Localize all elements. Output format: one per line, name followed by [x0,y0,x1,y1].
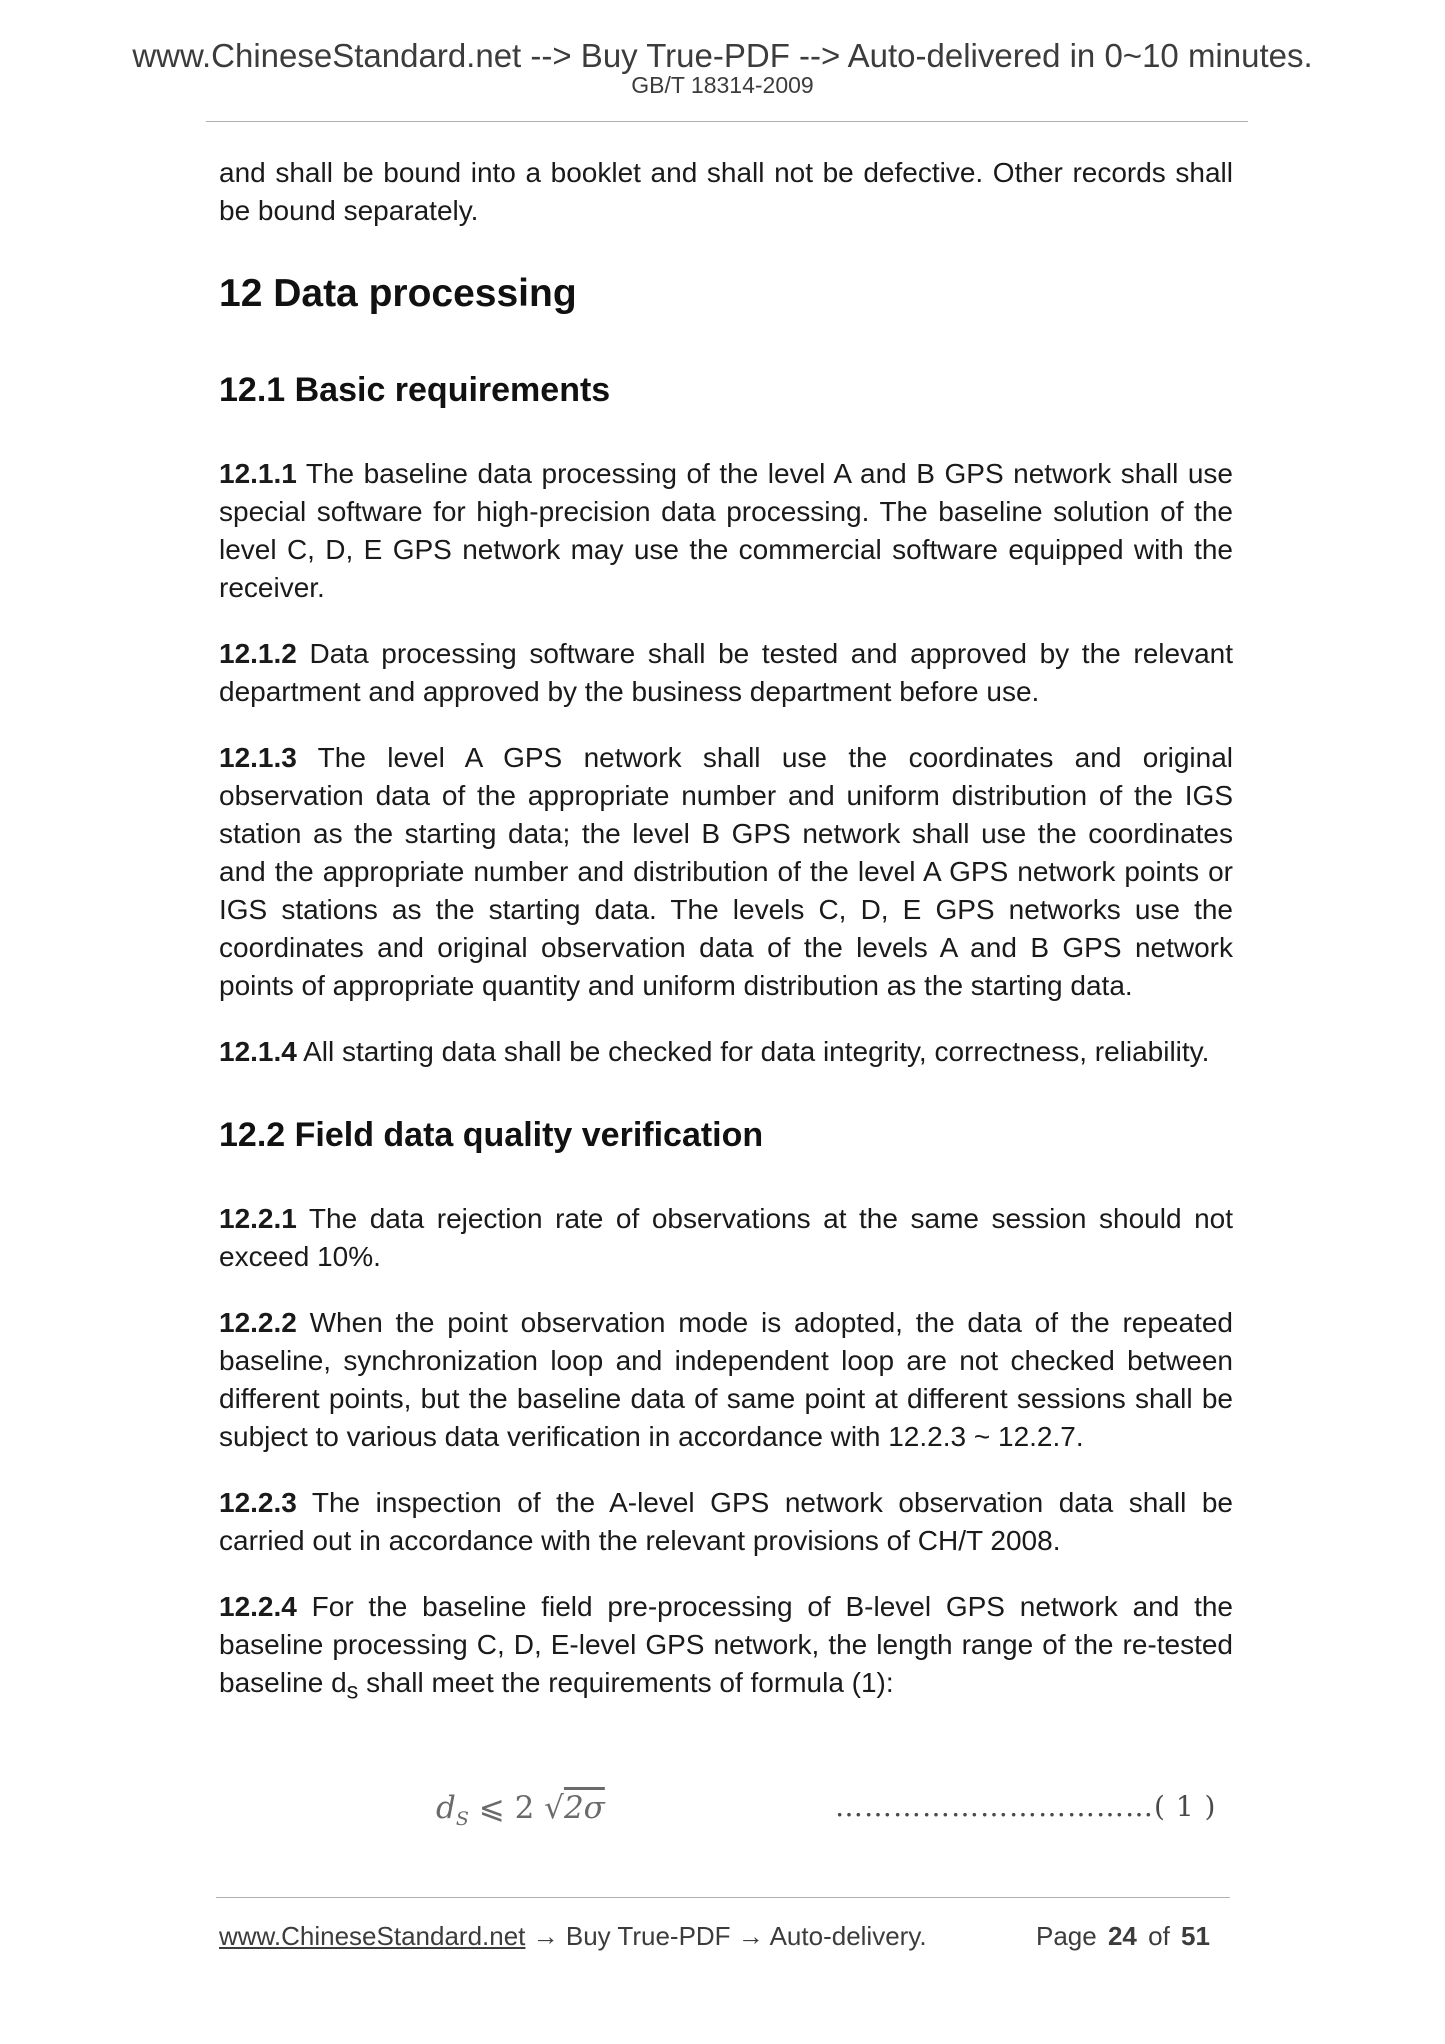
footer-delivery-text: Auto-delivery. [769,1921,927,1951]
clause-text-tail: shall meet the requirements of formula (1): [358,1667,894,1698]
clause-12-2-2 [219,1304,1233,1456]
arrow-right-icon: → [525,1921,566,1951]
clause-number: 12.1.1 [219,458,297,489]
clause-12-2-3 [219,1484,1233,1560]
standard-code: GB/T 18314-2009 [631,72,814,98]
page-of-label: of [1148,1921,1170,1951]
clause-12-1-4 [219,1033,1233,1071]
section-title: 12 Data processing [219,272,577,315]
formula-lhs-subscript: S [455,1808,469,1831]
clause-number: 12.1.2 [219,638,297,669]
formula-number-leader [835,1790,1216,1823]
clause-12-1-1 [219,455,1233,607]
clause-text: For the baseline field pre-processing of B-level GPS network and the baseline processing C, D, E-level GPS network, the length range of the re-tested baseline d [219,1591,1233,1698]
page-body [219,154,1233,1738]
leader-dots: …………………………… [835,1790,1154,1823]
page-total: 51 [1181,1921,1210,1951]
clause-text: When the point observation mode is adopted, the data of the repeated baseline, synchronization loop and independent loop are not checked between different points, but the baseline data of same point at different sessions shall be subject to various data verification in accordance with 12.2.3 ~ 12.2.7. [219,1307,1233,1452]
clause-text: Data processing software shall be tested and approved by the relevant department and approved by the business department before use. [219,638,1233,707]
formula-radicand: 2σ [563,1790,605,1826]
formula-lhs-variable: d [436,1790,456,1826]
top-banner: www.ChineseStandard.net --> Buy True-PDF --> Auto-delivered in 0~10 minutes. [132,37,1313,74]
clause-number: 12.2.2 [219,1307,297,1338]
formula-relation: ⩽ 2 [478,1790,535,1826]
footer-divider [216,1897,1230,1898]
clause-number: 12.1.4 [219,1036,297,1067]
footer-promo [219,1921,927,1952]
radical-sign-icon: √ [544,1790,564,1826]
formula-expression [436,1790,605,1830]
clause-number: 12.2.4 [219,1591,297,1622]
clause-12-1-3 [219,739,1233,1005]
clause-12-2-4 [219,1588,1233,1710]
header-divider [206,121,1248,122]
subscript-s: s [346,1677,359,1704]
subsection-title-field-data-verification: 12.2 Field data quality verification [219,1116,764,1154]
clause-12-2-1 [219,1200,1233,1276]
clause-number: 12.1.3 [219,742,297,773]
clause-text: All starting data shall be checked for data integrity, correctness, reliability. [296,1036,1210,1067]
page-current: 24 [1107,1921,1137,1951]
clause-text: The baseline data processing of the level A and B GPS network shall use special software for high-precision data processing. The baseline solution of the level C, D, E GPS network may use the commercial software equipped with the receiver. [219,458,1233,603]
clause-text: The level A GPS network shall use the coordinates and original observation data of the appropriate number and uniform distribution of the IGS station as the starting data; the level B GPS network shall use the coordinates and the appropriate number and distribution of the level A GPS network points or IGS stations as the starting data. The levels C, D, E GPS networks use the coordinates and original observation data of the levels A and B GPS network points of appropriate quantity and uniform distribution as the starting data. [219,742,1233,1001]
clause-number: 12.2.1 [219,1203,297,1234]
page-label: Page [1036,1921,1097,1951]
subsection-title-basic-requirements: 12.1 Basic requirements [219,371,611,409]
clause-number: 12.2.3 [219,1487,297,1518]
clause-12-1-2 [219,635,1233,711]
page-indicator [1036,1921,1210,1952]
footer-site-link[interactable]: www.ChineseStandard.net [219,1921,526,1951]
formula-1 [0,1790,1445,1840]
clause-text: The inspection of the A-level GPS network observation data shall be carried out in accordance with the relevant provisions of CH/T 2008. [219,1487,1233,1556]
footer-buy-text: Buy True-PDF [565,1921,731,1951]
clause-text: The data rejection rate of observations at the same session should not exceed 10%. [219,1203,1233,1272]
arrow-right-icon: → [730,1921,770,1951]
formula-number: ( 1 ) [1154,1790,1217,1823]
intro-paragraph: and shall be bound into a booklet and shall not be defective. Other records shall be bound separately. [219,157,1233,226]
